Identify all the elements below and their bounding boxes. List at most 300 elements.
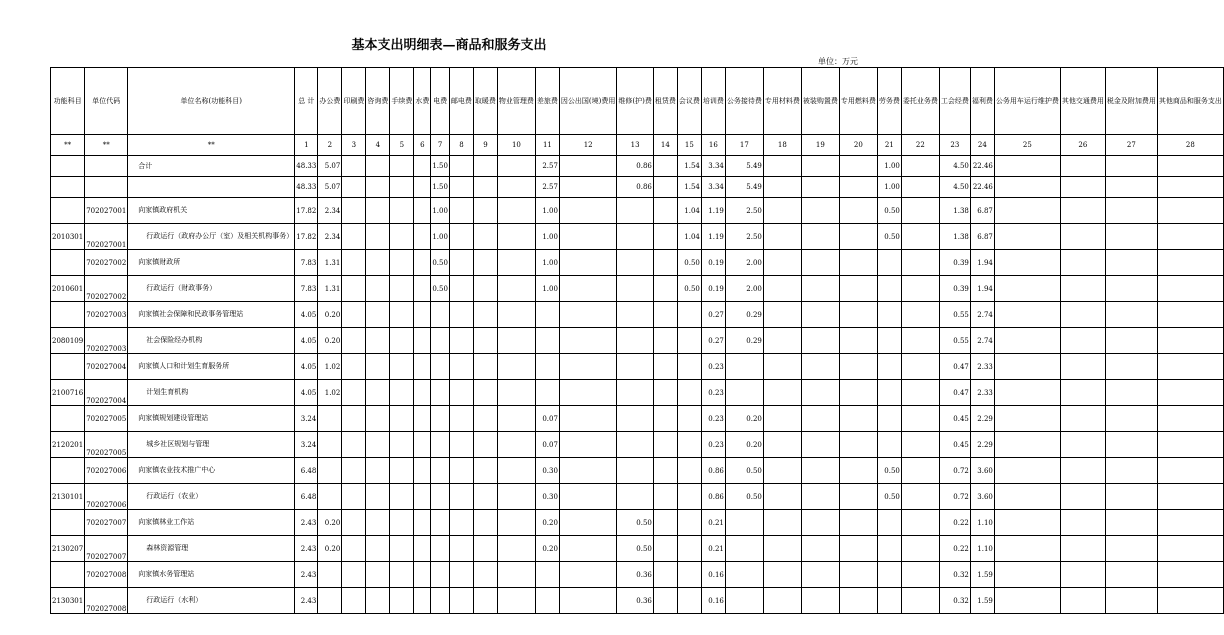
value-cell — [366, 588, 390, 614]
value-cell — [839, 510, 877, 536]
unit-code-cell: 702027002 — [85, 250, 128, 276]
value-cell — [1157, 198, 1223, 224]
value-cell: 0.36 — [617, 562, 653, 588]
table-row — [51, 250, 1224, 276]
value-cell — [390, 458, 414, 484]
value-cell — [342, 536, 366, 562]
value-cell — [473, 250, 497, 276]
value-cell — [839, 198, 877, 224]
value-cell — [1105, 224, 1157, 250]
value-cell — [497, 156, 535, 177]
value-cell: 2.33 — [970, 380, 994, 406]
value-cell — [342, 328, 366, 354]
value-cell — [839, 276, 877, 302]
value-cell — [763, 156, 801, 177]
unit-code-cell: 702027008 — [85, 562, 128, 588]
value-cell — [431, 302, 450, 328]
value-cell — [994, 354, 1060, 380]
value-cell — [414, 328, 431, 354]
value-cell — [390, 432, 414, 458]
value-cell — [617, 250, 653, 276]
column-header: 办公费 — [318, 68, 342, 135]
unit-name-cell: 向家镇水务管理站 — [128, 562, 295, 588]
value-cell — [901, 177, 939, 198]
value-cell — [535, 380, 559, 406]
unit-code-cell: 702027007 — [85, 536, 128, 562]
value-cell — [497, 224, 535, 250]
value-cell — [877, 302, 901, 328]
value-cell — [617, 276, 653, 302]
value-cell: 2.00 — [725, 250, 763, 276]
value-cell: 0.86 — [701, 484, 725, 510]
value-cell — [414, 198, 431, 224]
unit-name-cell: 行政运行（农业） — [128, 484, 295, 510]
value-cell: 0.27 — [701, 302, 725, 328]
value-cell — [677, 536, 701, 562]
value-cell: 0.55 — [939, 328, 970, 354]
value-cell — [535, 354, 559, 380]
index-cell: 14 — [653, 135, 677, 156]
value-cell: 3.24 — [295, 406, 318, 432]
value-cell — [877, 354, 901, 380]
value-cell — [877, 562, 901, 588]
value-cell: 0.50 — [725, 484, 763, 510]
value-cell — [1157, 328, 1223, 354]
value-cell — [431, 536, 450, 562]
column-header: 专用燃料费 — [839, 68, 877, 135]
value-cell — [653, 354, 677, 380]
value-cell — [617, 354, 653, 380]
value-cell: 6.87 — [970, 224, 994, 250]
value-cell: 0.19 — [701, 276, 725, 302]
value-cell — [901, 406, 939, 432]
index-cell: 15 — [677, 135, 701, 156]
value-cell — [877, 250, 901, 276]
index-cell: 4 — [366, 135, 390, 156]
table-row — [51, 406, 1224, 432]
value-cell — [559, 406, 616, 432]
value-cell: 0.30 — [535, 484, 559, 510]
value-cell — [1105, 588, 1157, 614]
value-cell — [390, 156, 414, 177]
value-cell: 0.72 — [939, 484, 970, 510]
table-row — [51, 354, 1224, 380]
value-cell — [1105, 177, 1157, 198]
value-cell — [473, 156, 497, 177]
value-cell — [994, 484, 1060, 510]
value-cell — [725, 562, 763, 588]
value-cell — [1157, 406, 1223, 432]
function-code-cell — [51, 177, 85, 198]
index-cell: 19 — [801, 135, 839, 156]
value-cell — [617, 224, 653, 250]
value-cell — [1105, 328, 1157, 354]
value-cell — [473, 276, 497, 302]
value-cell — [497, 198, 535, 224]
value-cell — [449, 250, 473, 276]
value-cell — [342, 432, 366, 458]
value-cell — [763, 458, 801, 484]
column-header: 税金及附加费用 — [1105, 68, 1157, 135]
value-cell — [677, 380, 701, 406]
value-cell — [839, 484, 877, 510]
value-cell — [801, 354, 839, 380]
index-cell: 3 — [342, 135, 366, 156]
value-cell — [994, 562, 1060, 588]
table-row — [51, 198, 1224, 224]
unit-code-cell: 702027003 — [85, 302, 128, 328]
value-cell — [1060, 406, 1105, 432]
value-cell — [449, 177, 473, 198]
value-cell: 3.34 — [701, 177, 725, 198]
value-cell: 0.19 — [701, 250, 725, 276]
value-cell — [617, 380, 653, 406]
value-cell — [839, 432, 877, 458]
value-cell — [801, 302, 839, 328]
value-cell — [390, 302, 414, 328]
value-cell — [559, 276, 616, 302]
value-cell — [342, 276, 366, 302]
value-cell — [1060, 536, 1105, 562]
value-cell — [497, 177, 535, 198]
value-cell — [1157, 458, 1223, 484]
value-cell: 5.07 — [318, 177, 342, 198]
value-cell: 1.00 — [535, 276, 559, 302]
index-cell: 18 — [763, 135, 801, 156]
function-code-cell: 2010301 — [51, 224, 85, 250]
column-header: 水费 — [414, 68, 431, 135]
value-cell — [559, 177, 616, 198]
value-cell — [617, 432, 653, 458]
value-cell: 17.82 — [295, 224, 318, 250]
value-cell: 0.50 — [725, 458, 763, 484]
value-cell — [677, 354, 701, 380]
value-cell — [994, 224, 1060, 250]
value-cell — [994, 588, 1060, 614]
value-cell — [1060, 328, 1105, 354]
value-cell — [763, 588, 801, 614]
value-cell — [725, 588, 763, 614]
unit-name-cell: 向家镇林业工作站 — [128, 510, 295, 536]
value-cell — [390, 354, 414, 380]
value-cell — [801, 276, 839, 302]
value-cell — [390, 510, 414, 536]
value-cell — [473, 224, 497, 250]
value-cell — [653, 302, 677, 328]
value-cell — [414, 302, 431, 328]
value-cell — [617, 328, 653, 354]
value-cell — [901, 276, 939, 302]
value-cell — [994, 328, 1060, 354]
value-cell: 0.20 — [535, 536, 559, 562]
unit-name-cell: 行政运行（政府办公厅（室）及相关机构事务） — [128, 224, 295, 250]
value-cell: 0.45 — [939, 432, 970, 458]
value-cell — [414, 406, 431, 432]
value-cell — [653, 536, 677, 562]
value-cell — [342, 198, 366, 224]
value-cell — [653, 156, 677, 177]
value-cell — [1157, 177, 1223, 198]
value-cell — [901, 432, 939, 458]
value-cell — [559, 458, 616, 484]
index-row — [51, 135, 1224, 156]
index-cell: 1 — [295, 135, 318, 156]
value-cell — [1105, 484, 1157, 510]
value-cell: 48.33 — [295, 156, 318, 177]
unit-code-cell: 702027002 — [85, 276, 128, 302]
unit-name-cell: 行政运行（水利） — [128, 588, 295, 614]
value-cell: 0.32 — [939, 562, 970, 588]
value-cell — [390, 536, 414, 562]
value-cell: 17.82 — [295, 198, 318, 224]
value-cell — [901, 510, 939, 536]
value-cell — [801, 224, 839, 250]
value-cell: 2.50 — [725, 198, 763, 224]
value-cell: 0.20 — [318, 510, 342, 536]
value-cell — [877, 380, 901, 406]
value-cell: 0.50 — [877, 484, 901, 510]
value-cell — [801, 156, 839, 177]
value-cell: 2.50 — [725, 224, 763, 250]
index-cell: 21 — [877, 135, 901, 156]
value-cell — [1060, 588, 1105, 614]
value-cell — [1105, 354, 1157, 380]
value-cell — [414, 484, 431, 510]
value-cell — [390, 328, 414, 354]
value-cell: 1.54 — [677, 177, 701, 198]
index-cell: 13 — [617, 135, 653, 156]
value-cell — [839, 328, 877, 354]
value-cell — [763, 250, 801, 276]
value-cell — [390, 484, 414, 510]
value-cell — [559, 328, 616, 354]
value-cell — [1105, 406, 1157, 432]
value-cell — [497, 302, 535, 328]
value-cell: 0.39 — [939, 250, 970, 276]
index-cell: 10 — [497, 135, 535, 156]
header-row — [51, 68, 1224, 135]
column-header: 单位代码 — [85, 68, 128, 135]
value-cell — [901, 250, 939, 276]
value-cell — [449, 380, 473, 406]
value-cell: 2.74 — [970, 328, 994, 354]
value-cell: 2.34 — [318, 224, 342, 250]
index-cell: 25 — [994, 135, 1060, 156]
value-cell — [1157, 510, 1223, 536]
table-row — [51, 156, 1224, 177]
value-cell — [559, 302, 616, 328]
index-cell: 2 — [318, 135, 342, 156]
value-cell: 0.86 — [701, 458, 725, 484]
column-header: 福利费 — [970, 68, 994, 135]
value-cell — [901, 458, 939, 484]
unit-name-cell: 行政运行（财政事务） — [128, 276, 295, 302]
value-cell: 0.50 — [617, 510, 653, 536]
index-cell: 6 — [414, 135, 431, 156]
value-cell — [366, 406, 390, 432]
column-header: 培训费 — [701, 68, 725, 135]
value-cell — [677, 302, 701, 328]
value-cell: 4.50 — [939, 177, 970, 198]
function-code-cell — [51, 510, 85, 536]
value-cell — [617, 198, 653, 224]
value-cell — [1060, 432, 1105, 458]
value-cell — [366, 536, 390, 562]
index-cell: 9 — [473, 135, 497, 156]
value-cell: 1.02 — [318, 380, 342, 406]
value-cell: 0.45 — [939, 406, 970, 432]
value-cell — [342, 250, 366, 276]
unit-name-cell: 向家镇人口和计划生育服务所 — [128, 354, 295, 380]
value-cell: 0.50 — [431, 276, 450, 302]
column-header: 单位名称(功能科目) — [128, 68, 295, 135]
index-cell: 17 — [725, 135, 763, 156]
value-cell — [1105, 510, 1157, 536]
value-cell — [342, 177, 366, 198]
value-cell: 2.43 — [295, 562, 318, 588]
value-cell: 0.36 — [617, 588, 653, 614]
value-cell: 2.29 — [970, 432, 994, 458]
column-header: 公务接待费 — [725, 68, 763, 135]
value-cell — [366, 276, 390, 302]
column-header: 维修(护)费 — [617, 68, 653, 135]
value-cell — [366, 302, 390, 328]
value-cell: 2.43 — [295, 510, 318, 536]
value-cell — [653, 224, 677, 250]
value-cell — [677, 432, 701, 458]
value-cell — [431, 328, 450, 354]
value-cell — [653, 328, 677, 354]
value-cell: 4.50 — [939, 156, 970, 177]
unit-code-cell: 702027008 — [85, 588, 128, 614]
value-cell — [449, 406, 473, 432]
value-cell: 1.04 — [677, 198, 701, 224]
value-cell — [617, 458, 653, 484]
value-cell — [901, 536, 939, 562]
value-cell: 4.05 — [295, 328, 318, 354]
value-cell — [877, 536, 901, 562]
page-title: 基本支出明细表—商品和服务支出 — [351, 38, 547, 53]
value-cell — [839, 250, 877, 276]
column-header: 咨询费 — [366, 68, 390, 135]
value-cell — [901, 302, 939, 328]
value-cell — [449, 432, 473, 458]
value-cell — [366, 198, 390, 224]
column-header: 取暖费 — [473, 68, 497, 135]
unit-name-cell: 计划生育机构 — [128, 380, 295, 406]
value-cell: 48.33 — [295, 177, 318, 198]
value-cell — [342, 406, 366, 432]
value-cell: 1.94 — [970, 250, 994, 276]
value-cell — [763, 406, 801, 432]
value-cell — [535, 562, 559, 588]
value-cell — [763, 510, 801, 536]
value-cell — [318, 432, 342, 458]
column-header: 被装购置费 — [801, 68, 839, 135]
value-cell: 0.30 — [535, 458, 559, 484]
value-cell — [994, 406, 1060, 432]
value-cell — [449, 276, 473, 302]
value-cell — [1060, 302, 1105, 328]
value-cell: 0.47 — [939, 380, 970, 406]
value-cell — [449, 458, 473, 484]
value-cell: 1.00 — [877, 156, 901, 177]
value-cell — [414, 380, 431, 406]
value-cell — [994, 458, 1060, 484]
unit-code-cell: 702027004 — [85, 380, 128, 406]
value-cell — [390, 224, 414, 250]
value-cell — [1105, 536, 1157, 562]
value-cell: 1.04 — [677, 224, 701, 250]
value-cell: 6.87 — [970, 198, 994, 224]
column-header: 印刷费 — [342, 68, 366, 135]
value-cell — [1157, 588, 1223, 614]
value-cell: 1.10 — [970, 510, 994, 536]
value-cell — [1105, 458, 1157, 484]
value-cell — [497, 458, 535, 484]
value-cell — [763, 276, 801, 302]
index-cell: ** — [85, 135, 128, 156]
value-cell — [901, 198, 939, 224]
column-header: 公务用车运行维护费 — [994, 68, 1060, 135]
value-cell — [414, 588, 431, 614]
unit-code-cell: 702027006 — [85, 484, 128, 510]
value-cell — [497, 406, 535, 432]
value-cell — [559, 156, 616, 177]
value-cell — [390, 588, 414, 614]
value-cell: 0.23 — [701, 406, 725, 432]
value-cell — [342, 302, 366, 328]
value-cell: 0.55 — [939, 302, 970, 328]
value-cell — [801, 177, 839, 198]
value-cell: 2.34 — [318, 198, 342, 224]
value-cell: 1.00 — [535, 250, 559, 276]
value-cell — [414, 562, 431, 588]
function-code-cell: 2100716 — [51, 380, 85, 406]
value-cell — [801, 380, 839, 406]
value-cell: 0.86 — [617, 156, 653, 177]
value-cell — [414, 250, 431, 276]
value-cell — [839, 406, 877, 432]
value-cell — [801, 458, 839, 484]
table-row — [51, 536, 1224, 562]
value-cell — [1157, 156, 1223, 177]
unit-name-cell: 向家镇政府机关 — [128, 198, 295, 224]
value-cell — [318, 484, 342, 510]
value-cell — [366, 177, 390, 198]
column-header: 邮电费 — [449, 68, 473, 135]
value-cell — [763, 328, 801, 354]
value-cell — [1060, 177, 1105, 198]
value-cell — [801, 250, 839, 276]
value-cell — [559, 198, 616, 224]
value-cell: 1.50 — [431, 177, 450, 198]
value-cell — [559, 484, 616, 510]
value-cell: 0.23 — [701, 432, 725, 458]
index-cell: 5 — [390, 135, 414, 156]
value-cell — [390, 406, 414, 432]
value-cell — [473, 588, 497, 614]
value-cell — [1060, 562, 1105, 588]
value-cell: 4.05 — [295, 380, 318, 406]
value-cell: 3.60 — [970, 458, 994, 484]
unit-name-cell: 向家镇财政所 — [128, 250, 295, 276]
value-cell — [677, 510, 701, 536]
table-row — [51, 458, 1224, 484]
function-code-cell — [51, 354, 85, 380]
value-cell — [877, 276, 901, 302]
value-cell — [559, 562, 616, 588]
